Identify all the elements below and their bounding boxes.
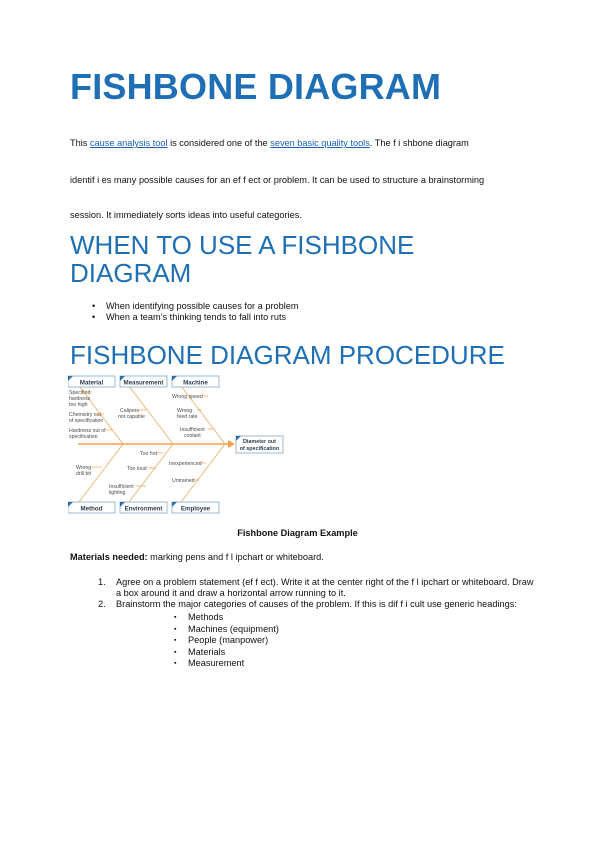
- intro-text: This: [70, 138, 90, 148]
- procedure-step: [70, 577, 540, 599]
- cause-label: Insufficient: [180, 427, 205, 433]
- causes: [69, 390, 205, 496]
- list-item: ▪ People (manpower): [174, 635, 540, 647]
- effect-label: Diameter out: [243, 439, 276, 445]
- when-to-use-list: [92, 301, 299, 323]
- list-item: ▪ Methods: [174, 612, 540, 624]
- intro-line-2: identif i es many possible causes for an ef f ect or problem. It can be used to structure a brainstorming: [70, 175, 485, 185]
- category-environment: [120, 502, 167, 513]
- cause-label: specification: [69, 434, 98, 440]
- procedure-heading: FISHBONE DIAGRAM PROCEDURE: [70, 340, 505, 370]
- page-title: FISHBONE DIAGRAM: [70, 66, 442, 107]
- cause-label: Wrong: [177, 408, 193, 414]
- spine-arrowhead: [228, 440, 235, 448]
- cause-analysis-link[interactable]: cause analysis tool: [89, 138, 168, 148]
- cause-label: Wrong: [76, 465, 92, 471]
- cause-label: Insufficient: [109, 484, 134, 490]
- seven-basic-quality-tools-link[interactable]: seven basic quality tools: [270, 138, 370, 148]
- category-label: Material: [79, 379, 104, 387]
- cause-label: Untrained: [172, 478, 195, 484]
- category-label: Measurement: [123, 379, 164, 387]
- category-employee: [172, 502, 219, 513]
- intro-line-3: session. It immediately sorts ideas into useful categories.: [70, 210, 302, 220]
- list-item: ▪ Machines (equipment): [174, 624, 540, 636]
- cause-label: not capable: [118, 414, 145, 420]
- fishbone-diagram: [68, 372, 290, 518]
- cause-label: Too hot: [140, 451, 158, 457]
- cause-label: coolant: [184, 433, 201, 439]
- category-machine: [172, 376, 219, 387]
- cause-label: Inexperienced: [169, 461, 202, 467]
- cause-label: of specification: [69, 418, 104, 424]
- step-text: Agree on a problem statement (ef f ect). Write it at the center right of the f l ipchart or whiteboard. Draw a box around it and draw a horizontal arrow running to it.: [116, 577, 534, 598]
- list-item: ▪ Materials: [174, 647, 540, 659]
- effect-box: [236, 436, 283, 453]
- cause-label: feed rate: [177, 414, 198, 420]
- cause-label: Calipers: [120, 408, 140, 414]
- generic-headings-list: [116, 612, 540, 670]
- list-item: ▪ Measurement: [174, 658, 540, 670]
- cause-label: Too loud: [127, 466, 147, 472]
- category-method: [68, 502, 115, 513]
- procedure-steps: [70, 577, 540, 670]
- bone-employee: [178, 444, 225, 506]
- category-label: Machine: [183, 379, 208, 387]
- cause-label: lighting: [109, 490, 126, 496]
- cause-label: Wrong speed: [172, 394, 203, 400]
- step-number: 2.: [98, 599, 106, 609]
- category-measurement: [120, 376, 167, 387]
- when-to-use-heading: [70, 231, 414, 287]
- intro-text: is considered one of the: [167, 138, 271, 148]
- cause-label: Hardness out of: [69, 428, 106, 434]
- intro-line-1: [70, 138, 469, 148]
- cause-label: drill bit: [76, 471, 91, 477]
- effect-label: of specification: [239, 446, 280, 452]
- category-label: Employee: [180, 505, 211, 513]
- materials-label: Materials needed:: [70, 552, 148, 562]
- cause-label: too high: [69, 402, 88, 408]
- figure-caption: Fishbone Diagram Example: [237, 528, 358, 538]
- cause-label: Specified: [69, 390, 91, 396]
- step-text: Brainstorm the major categories of causes of the problem. If this is dif f i cult use generic headings:: [116, 599, 517, 609]
- step-number: 1.: [98, 577, 106, 587]
- category-label: Environment: [124, 505, 163, 513]
- when-heading-line: DIAGRAM: [70, 258, 192, 288]
- category-label: Method: [80, 505, 103, 513]
- cause-label: Chemistry out: [69, 412, 101, 418]
- materials-needed: [70, 552, 324, 562]
- list-item: • When a team’s thinking tends to fall into ruts: [92, 312, 299, 323]
- intro-text: . The f i shbone diagram: [369, 138, 469, 148]
- cause-label: hardness: [69, 396, 91, 402]
- procedure-step: [70, 599, 540, 670]
- materials-text: marking pens and f l ipchart or whiteboard.: [147, 552, 324, 562]
- category-material: [68, 376, 115, 387]
- list-item: • When identifying possible causes for a problem: [92, 301, 299, 312]
- when-heading-line: WHEN TO USE A FISHBONE: [70, 230, 415, 260]
